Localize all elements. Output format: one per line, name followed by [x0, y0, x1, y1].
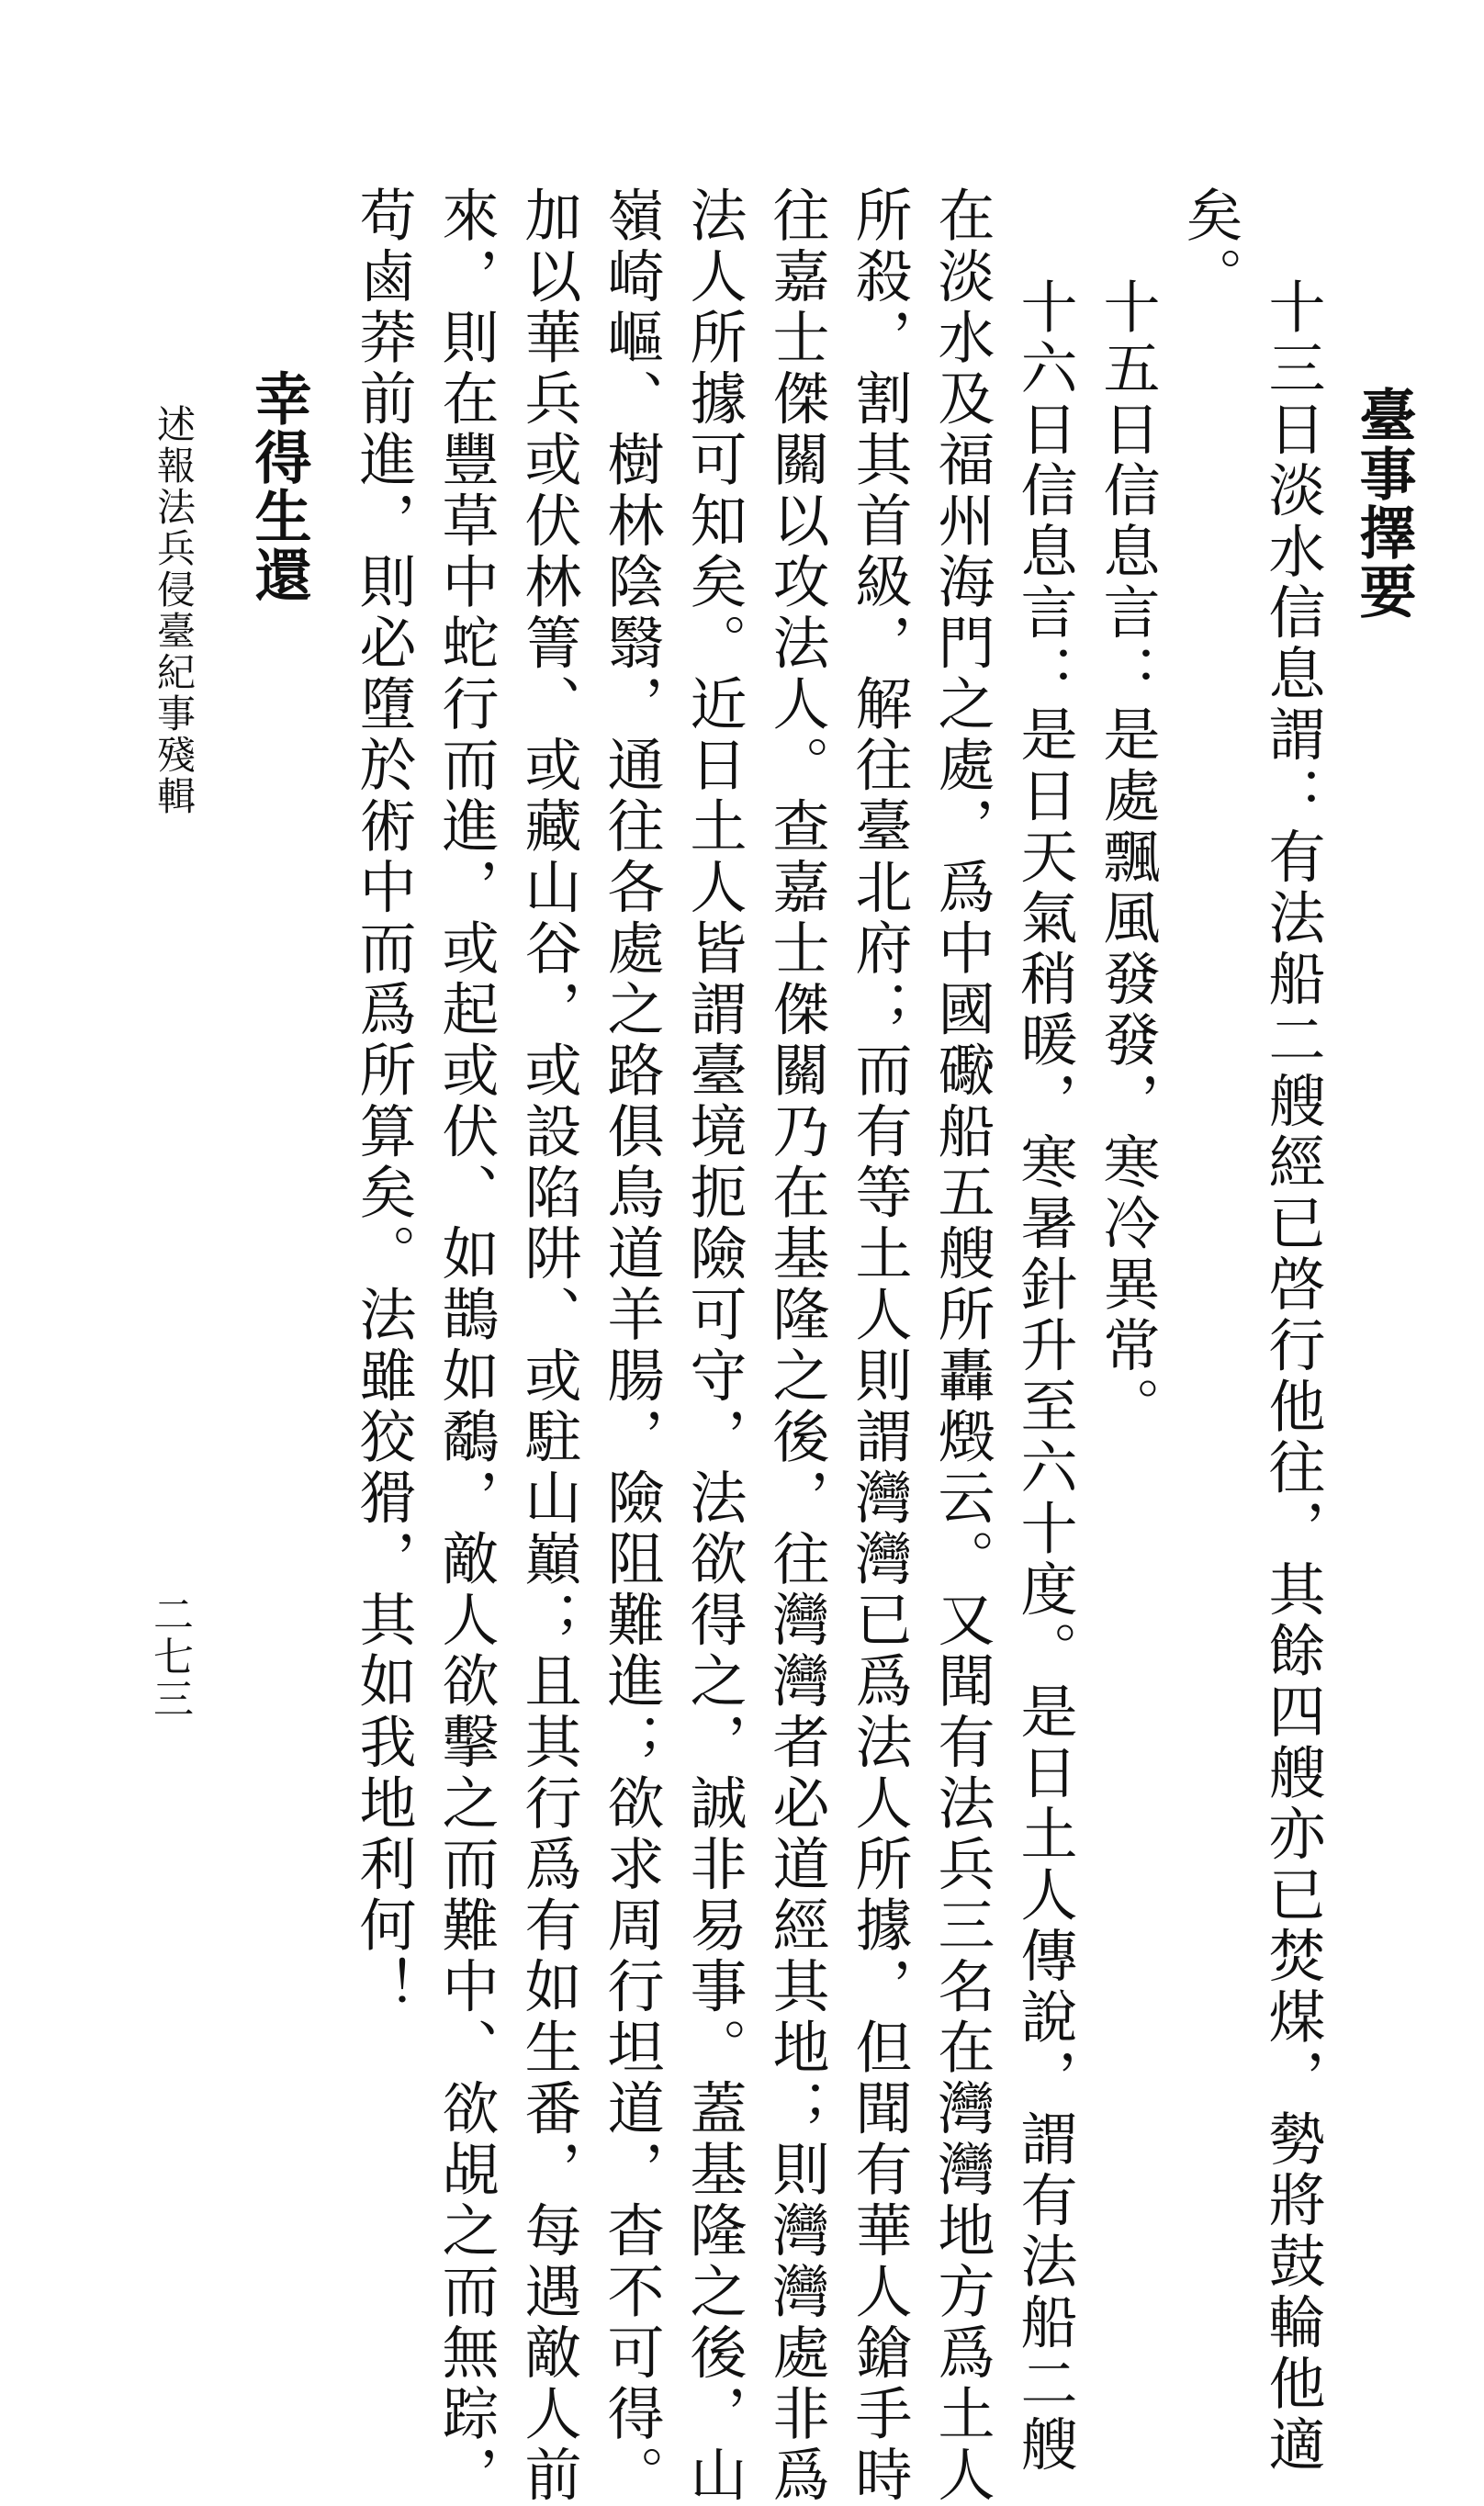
next-section-title: 幸得生還	[245, 369, 312, 604]
text-column-8: 法人所據可知矣。近日土人皆謂臺境扼險可守，法欲得之，誠非易事。蓋基隆之後，山	[680, 185, 748, 2506]
section-title: 臺事擇要	[1350, 386, 1417, 621]
text-column-11: 來，則在豐草中蛇行而進，或起或伏、如鵲如鷸，敵人欲擊之而難中、欲覘之而無踪，	[433, 185, 500, 2506]
text-column-7: 往嘉士傑關以攻法人。查嘉士傑關乃在基隆之後，往灣灣者必道經其地；則灣灣處非爲	[763, 185, 830, 2506]
text-column-1: 十三日淡水信息謂：有法船二艘經已啓行他往，其餘四艘亦已焚煤，勢將鼓輪他適	[1259, 277, 1326, 2476]
text-column-9: 嶺崎嶇、樹林陰翳，通往各處之路俱鳥道羊腸，險阻難進；欲求周行坦道，杳不可得。	[598, 185, 665, 2506]
text-column-12: 苟鹵莽前進，則必墮於術中而爲所算矣。法雖狡猾，其如我地利何！	[350, 185, 417, 2017]
page-number: 二七三	[146, 1593, 193, 1720]
text-column-2: 矣。	[1176, 185, 1243, 308]
running-footer: 述報法兵侵臺紀事殘輯	[152, 404, 197, 817]
text-column-3: 十五日信息言：是處飄風發發，寒冷異常。	[1094, 277, 1161, 1438]
text-column-4: 十六日信息言：是日天氣稍暖，寒暑針升至六十度。是日土人傳說，謂有法船二艘	[1011, 277, 1078, 2476]
text-column-5: 在淡水及福州海門之處，爲中國礮船五艘所轟燬云。又聞有法兵三名在灣灣地方爲土人	[928, 185, 995, 2506]
text-column-10: 加以華兵或伏林箐、或藏山谷，或設陷阱、或駐山巔；且其行爲有如生番，每遇敵人前	[515, 185, 582, 2506]
text-column-6: 所殺，割其首級，解往臺北府；而有等土人則謂灣灣已爲法人所據，但聞有華人鎗手時	[846, 185, 913, 2506]
